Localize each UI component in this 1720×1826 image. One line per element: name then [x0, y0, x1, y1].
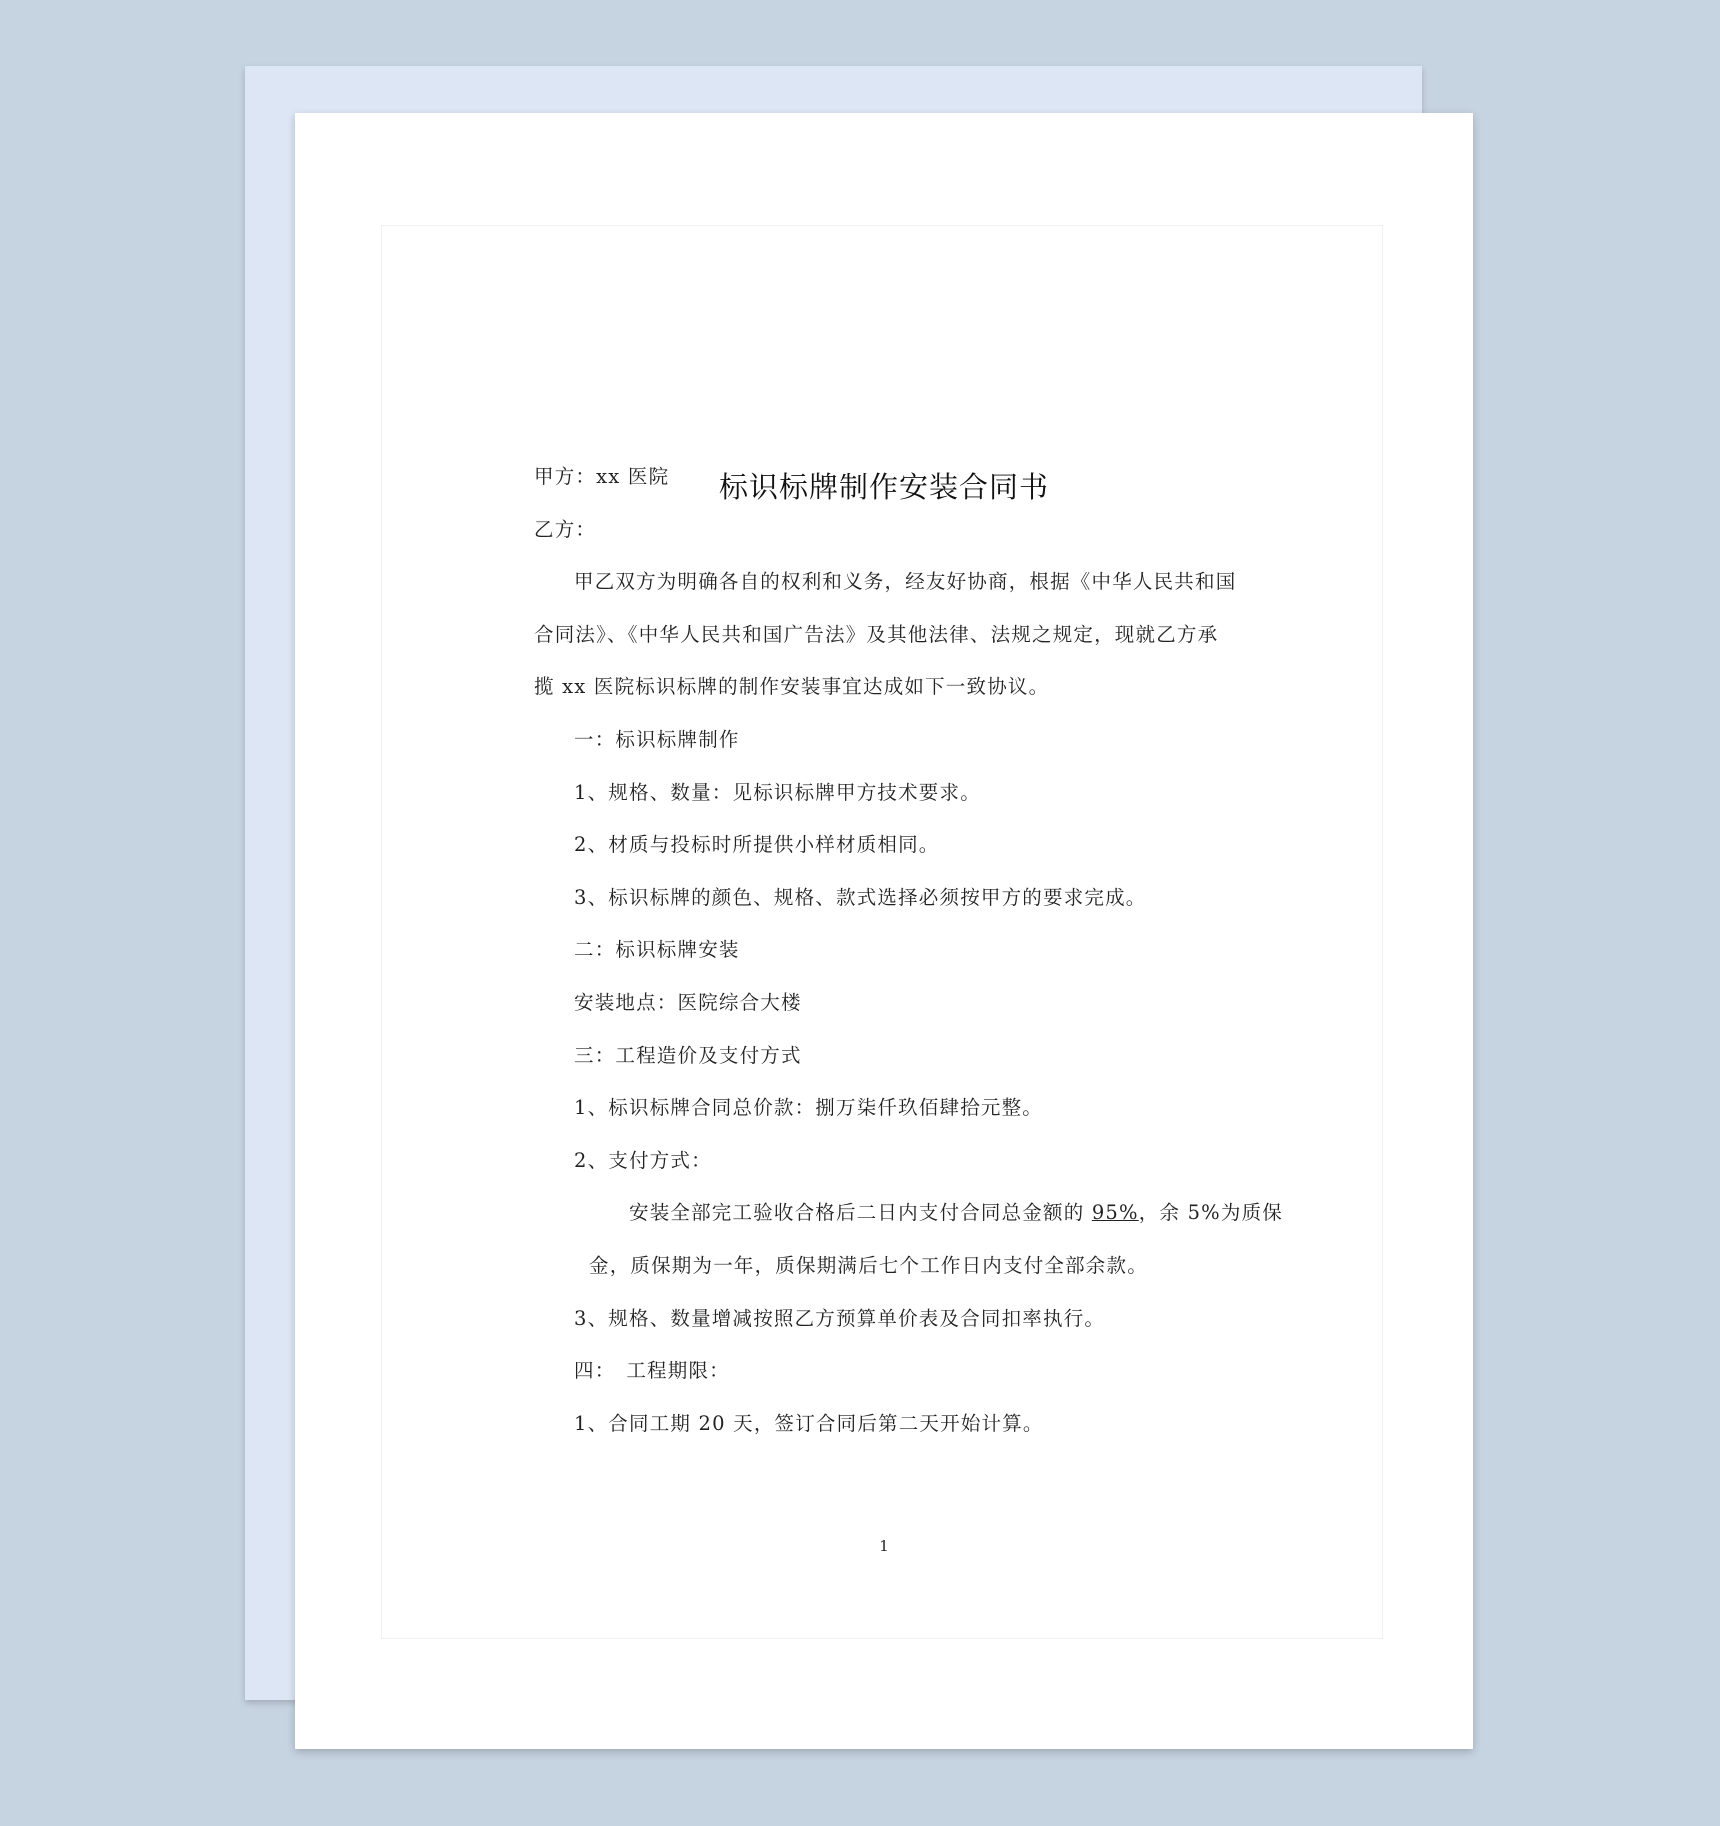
payment-paragraph-line: 金，质保期为一年，质保期满后七个工作日内支付全部余款。: [589, 1254, 1148, 1277]
section-heading: 二：标识标牌安装: [574, 938, 740, 961]
list-item: 3、规格、数量增减按照乙方预算单价表及合同扣率执行。: [574, 1307, 1106, 1330]
install-location: 安装地点：医院综合大楼: [574, 991, 802, 1014]
payment-text: 安装全部完工验收合格后二日内支付合同总金额的: [629, 1201, 1092, 1224]
intro-line: 合同法》、《中华人民共和国广告法》及其他法律、法规之规定，现就乙方承: [534, 623, 1219, 646]
intro-line: 甲乙双方为明确各自的权利和义务，经友好协商，根据《中华人民共和国: [574, 570, 1237, 593]
intro-line: 揽 xx 医院标识标牌的制作安装事宜达成如下一致协议。: [534, 675, 1050, 698]
party-a: 甲方：xx 医院: [534, 465, 670, 488]
payment-percent: 95%: [1091, 1201, 1139, 1224]
list-item: 1、合同工期 20 天，签订合同后第二天开始计算。: [574, 1412, 1044, 1435]
list-item: 1、标识标牌合同总价款：捌万柒仟玖佰肆拾元整。: [574, 1096, 1044, 1119]
party-b: 乙方：: [534, 518, 597, 541]
document-page: [295, 113, 1473, 1749]
payment-text: ，余 5%为质保: [1138, 1201, 1283, 1224]
list-item: 1、规格、数量：见标识标牌甲方技术要求。: [574, 781, 981, 804]
list-item: 3、标识标牌的颜色、规格、款式选择必须按甲方的要求完成。: [574, 886, 1147, 909]
section-heading: 三：工程造价及支付方式: [574, 1044, 802, 1067]
list-item: 2、材质与投标时所提供小样材质相同。: [574, 833, 940, 856]
section-heading: 一：标识标牌制作: [574, 728, 740, 751]
document-title: 标识标牌制作安装合同书: [718, 470, 1049, 504]
list-item: 2、支付方式：: [574, 1149, 712, 1172]
section-heading: 四： 工程期限：: [574, 1359, 730, 1382]
payment-paragraph-line: [629, 1200, 1283, 1226]
page-number: 1: [879, 1537, 889, 1555]
